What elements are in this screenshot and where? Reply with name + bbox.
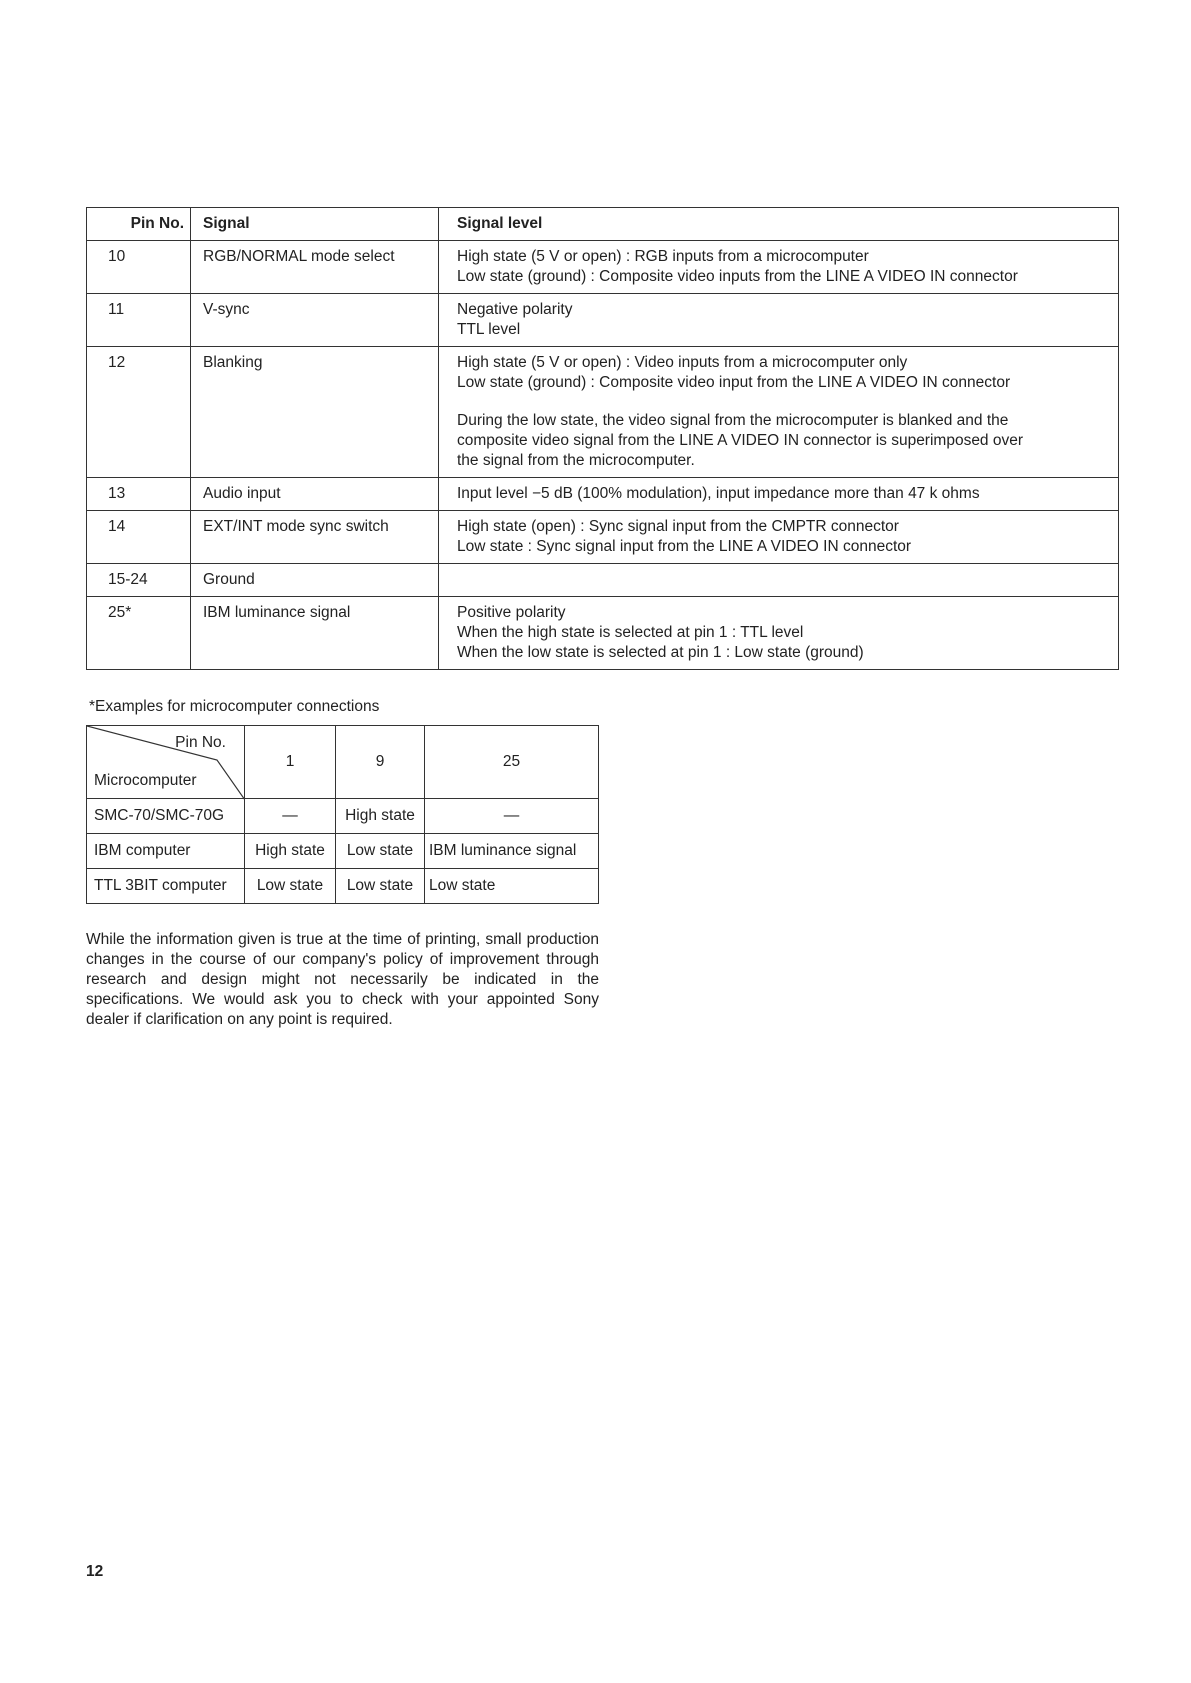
signal-level bbox=[439, 347, 1119, 478]
pin-number: 11 bbox=[87, 294, 191, 347]
signal-level bbox=[439, 511, 1119, 564]
pin-number: 10 bbox=[87, 241, 191, 294]
table-cell: High state bbox=[336, 799, 425, 834]
table-row bbox=[87, 564, 1119, 597]
table-row bbox=[87, 241, 1119, 294]
table-row bbox=[87, 799, 599, 834]
pin-number: 15-24 bbox=[87, 564, 191, 597]
microcomputer-name: TTL 3BIT computer bbox=[87, 869, 245, 904]
table-cell: — bbox=[425, 799, 599, 834]
table-cell: Low state bbox=[336, 834, 425, 869]
signal-name: Ground bbox=[191, 564, 439, 597]
pin-number: 13 bbox=[87, 478, 191, 511]
signal-level-note-line: During the low state, the video signal from the microcomputer is blanked and the bbox=[457, 412, 1009, 429]
table-row bbox=[87, 294, 1119, 347]
signal-level-line: Low state : Sync signal input from the LINE A VIDEO IN connector bbox=[457, 538, 912, 555]
signal-level bbox=[439, 597, 1119, 670]
page-number: 12 bbox=[86, 1563, 104, 1580]
signal-header: Signal bbox=[191, 208, 439, 241]
paragraph-gap bbox=[457, 393, 1118, 411]
signal-level-note-line: the signal from the microcomputer. bbox=[457, 452, 695, 469]
table-cell: Low state bbox=[425, 869, 599, 904]
signal-level bbox=[439, 478, 1119, 511]
signal-level-line: High state (5 V or open) : Video inputs from a microcomputer only bbox=[457, 354, 908, 371]
signal-level bbox=[439, 294, 1119, 347]
table-cell: Low state bbox=[245, 869, 336, 904]
signal-level-note-line: composite video signal from the LINE A VIDEO IN connector is superimposed over bbox=[457, 432, 1024, 449]
table-cell: Low state bbox=[336, 869, 425, 904]
signal-level-line: High state (5 V or open) : RGB inputs from a microcomputer bbox=[457, 248, 869, 265]
corner-header-cell bbox=[87, 726, 245, 799]
signal-name: V-sync bbox=[191, 294, 439, 347]
signal-level bbox=[439, 564, 1119, 597]
pin-number: 14 bbox=[87, 511, 191, 564]
signal-level-line: Positive polarity bbox=[457, 604, 566, 621]
pin-assignment-table bbox=[86, 207, 1119, 670]
column-header: 9 bbox=[336, 726, 425, 799]
table-row bbox=[87, 511, 1119, 564]
pin-table-header-row bbox=[87, 208, 1119, 241]
signal-name: EXT/INT mode sync switch bbox=[191, 511, 439, 564]
signal-level-line: Low state (ground) : Composite video inputs from the LINE A VIDEO IN connector bbox=[457, 268, 1018, 285]
signal-level-header: Signal level bbox=[439, 208, 1119, 241]
signal-level-line: When the high state is selected at pin 1 : TTL level bbox=[457, 624, 804, 641]
signal-name: RGB/NORMAL mode select bbox=[191, 241, 439, 294]
microcomputer-name: IBM computer bbox=[87, 834, 245, 869]
signal-level-line: Low state (ground) : Composite video input from the LINE A VIDEO IN connector bbox=[457, 374, 1011, 391]
table-row bbox=[87, 347, 1119, 478]
table-row bbox=[87, 478, 1119, 511]
table-row bbox=[87, 834, 599, 869]
microcomputer-examples-table bbox=[86, 725, 599, 904]
signal-level-line: When the low state is selected at pin 1 : Low state (ground) bbox=[457, 644, 864, 661]
table-cell: High state bbox=[245, 834, 336, 869]
column-header: 25 bbox=[425, 726, 599, 799]
table-cell: IBM luminance signal bbox=[425, 834, 599, 869]
table-cell: — bbox=[245, 799, 336, 834]
signal-name: Audio input bbox=[191, 478, 439, 511]
examples-header-row bbox=[87, 726, 599, 799]
table-row bbox=[87, 869, 599, 904]
pin-number: 25* bbox=[87, 597, 191, 670]
signal-name: IBM luminance signal bbox=[191, 597, 439, 670]
signal-level-line: Input level −5 dB (100% modulation), input impedance more than 47 k ohms bbox=[457, 485, 980, 502]
microcomputer-name: SMC-70/SMC-70G bbox=[87, 799, 245, 834]
signal-level bbox=[439, 241, 1119, 294]
column-header: 1 bbox=[245, 726, 336, 799]
pin-number: 12 bbox=[87, 347, 191, 478]
table-row bbox=[87, 597, 1119, 670]
signal-name: Blanking bbox=[191, 347, 439, 478]
signal-level-line: Negative polarity bbox=[457, 301, 573, 318]
signal-level-line: High state (open) : Sync signal input from the CMPTR connector bbox=[457, 518, 899, 535]
signal-level-line: TTL level bbox=[457, 321, 521, 338]
corner-microcomputer-label: Microcomputer bbox=[94, 772, 197, 789]
examples-caption: *Examples for microcomputer connections bbox=[89, 698, 380, 715]
pin-no-header: Pin No. bbox=[87, 208, 191, 241]
corner-pin-label: Pin No. bbox=[175, 734, 226, 751]
disclaimer-paragraph: While the information given is true at the time of printing, small production changes in the course of our company's policy of improvement through research and design might not necessarily be indicated in the specifications. We would ask you to check with your appointed Sony dealer if clarification on any point is required. bbox=[86, 931, 599, 1028]
